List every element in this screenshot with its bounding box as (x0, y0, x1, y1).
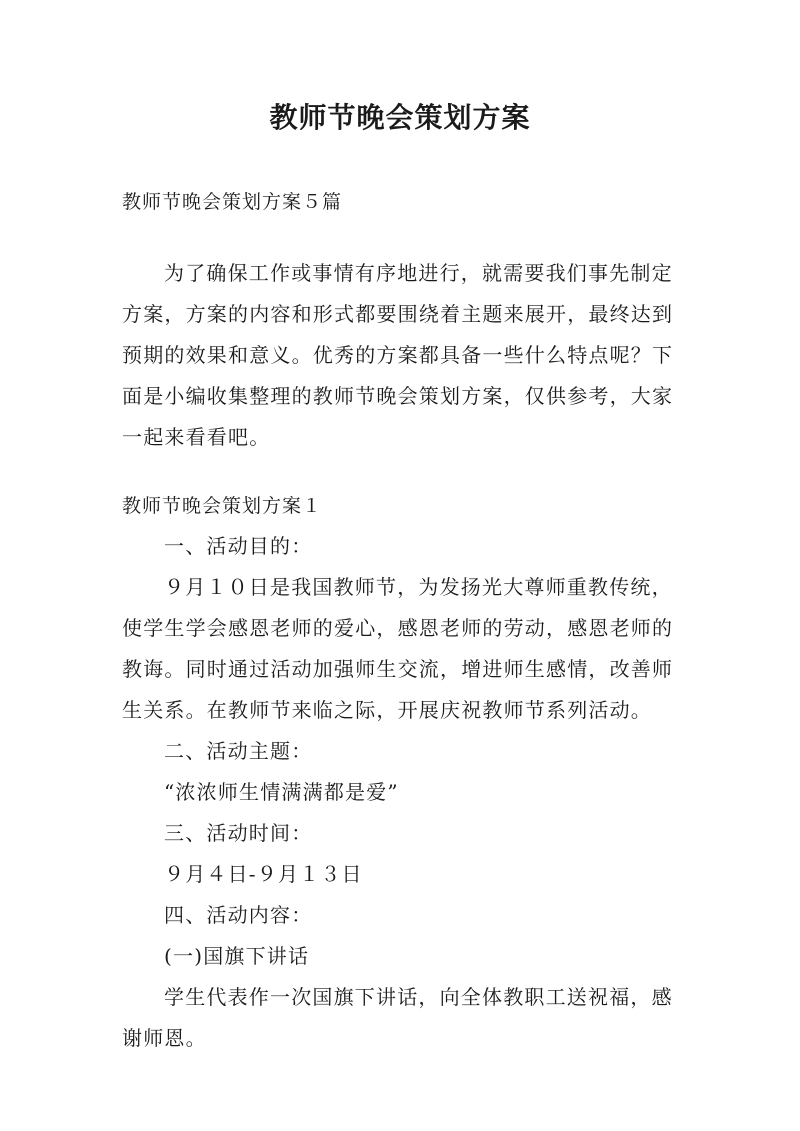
section-title: 教师节晚会策划方案１ (122, 495, 323, 517)
document-title: 教师节晚会策划方案 (269, 101, 531, 134)
time-text: ９月４日-９月１３日 (164, 862, 363, 886)
content-subheading: (一)国旗下讲话 (164, 944, 310, 968)
goal-paragraph: ９月１０日是我国教师节，为发扬光大尊师重教传统，使学生学会感恩老师的爱心，感恩老师的劳动，感恩老师的教诲。同时通过活动加强师生交流，增进师生感情，改善师生关系。在教师节来临之际，开展庆祝教师节系列活动。 (122, 575, 674, 722)
theme-text: “浓浓师生情满满都是爱” (164, 780, 399, 804)
theme-heading: 二、活动主题： (164, 739, 313, 763)
section-body (122, 526, 682, 1059)
content-heading: 四、活动内容： (164, 903, 313, 927)
time-heading: 三、活动时间： (164, 821, 313, 845)
goal-heading: 一、活动目的： (164, 534, 313, 558)
document-subtitle: 教师节晚会策划方案５篇 (122, 191, 343, 213)
content-paragraph: 学生代表作一次国旗下讲话，向全体教职工送祝福，感谢师恩。 (122, 985, 673, 1050)
intro-paragraph: 为了确保工作或事情有序地进行，就需要我们事先制定方案，方案的内容和形式都要围绕着主题来展开，最终达到预期的效果和意义。优秀的方案都具备一些什么特点呢？下面是小编收集整理的教师节晚会策划方案，仅供参考，大家一起来看看吧。 (122, 261, 674, 449)
